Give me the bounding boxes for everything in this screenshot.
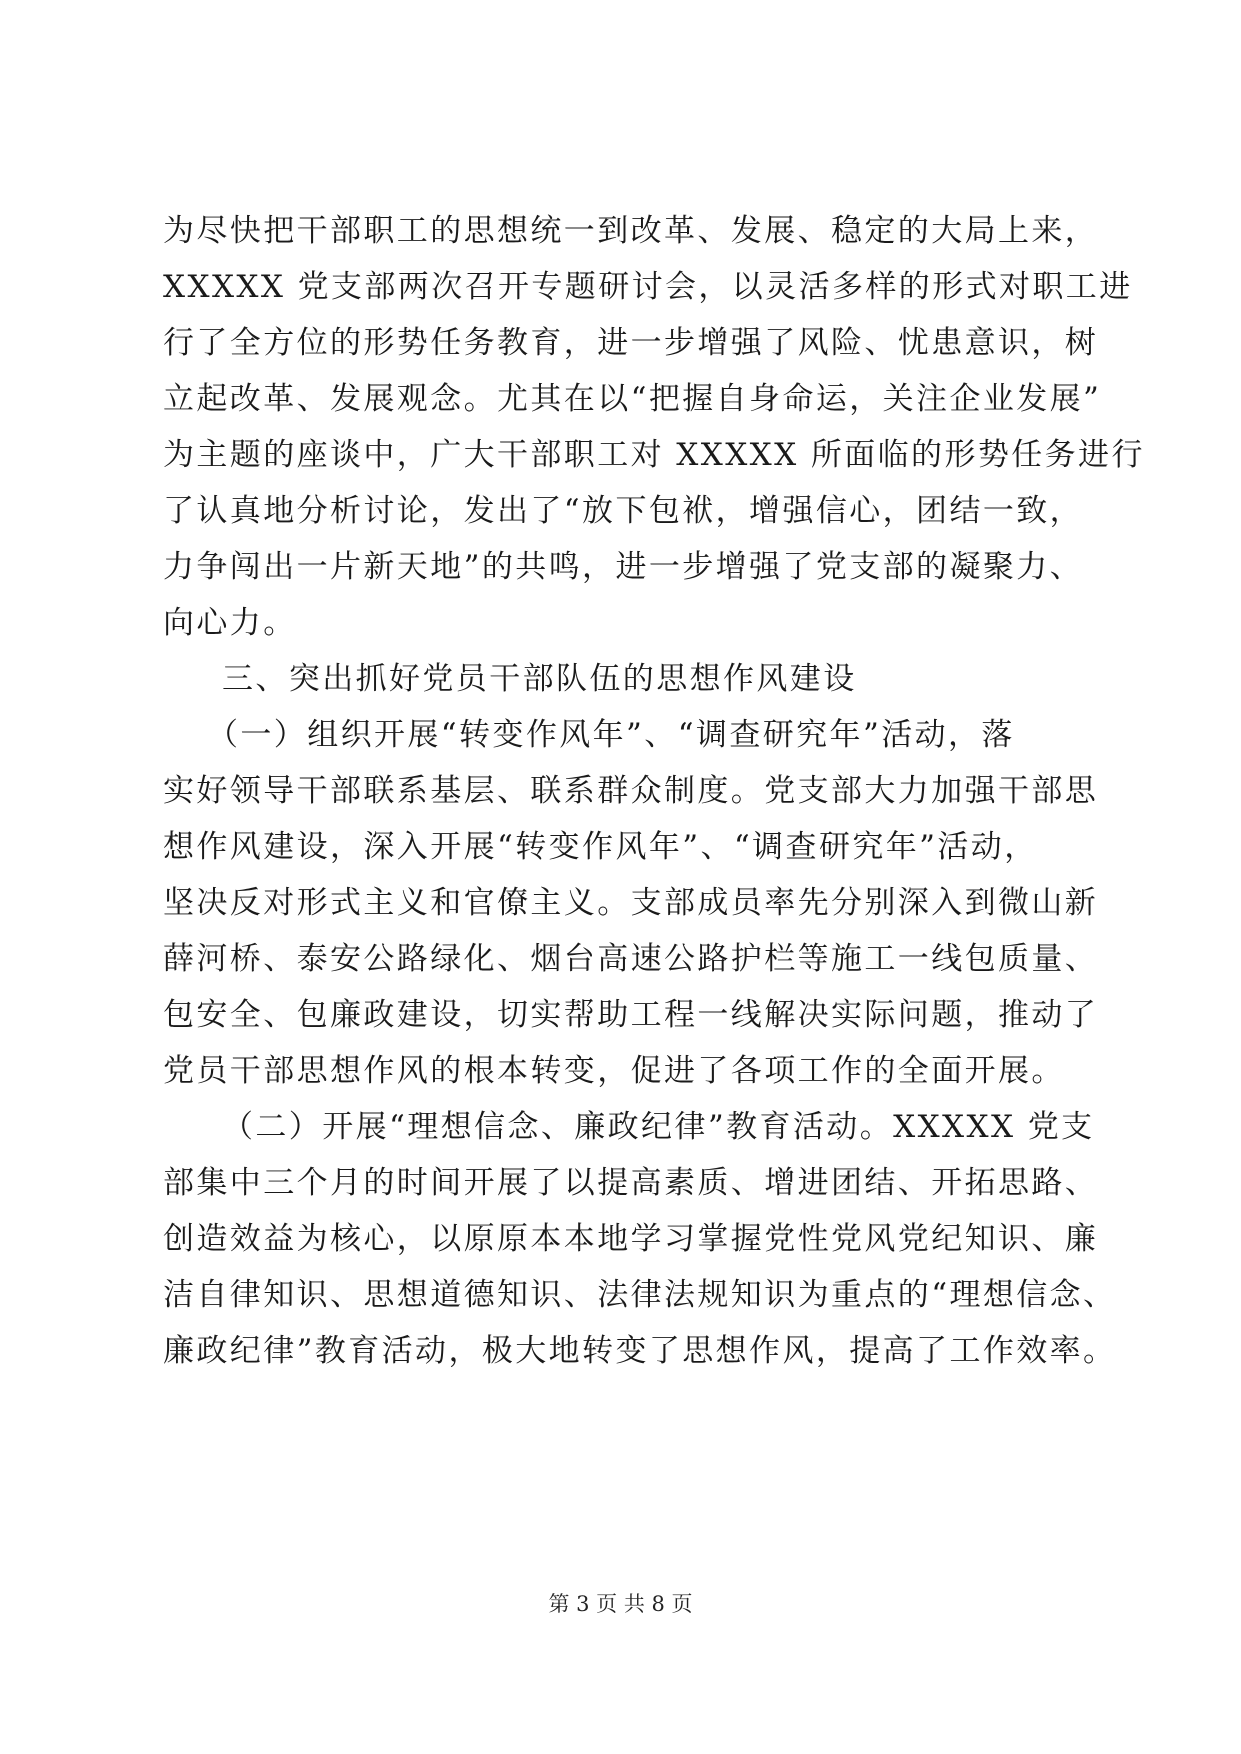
text-line: 立起改革、发展观念。尤其在以“把握自身命运，关注企业发展” (163, 381, 1102, 417)
text-line: 为尽快把干部职工的思想统一到改革、发展、稳定的大局上来， (163, 213, 1099, 249)
text-line: 薛河桥、泰安公路绿化、烟台高速公路护栏等施工一线包质量、 (163, 941, 1099, 977)
text-line: 坚决反对形式主义和官僚主义。支部成员率先分别深入到微山新 (163, 885, 1099, 921)
text-line: 想作风建设，深入开展“转变作风年”、“调查研究年”活动， (163, 829, 1038, 865)
text-line: 包安全、包廉政建设，切实帮助工程一线解决实际问题，推动了 (163, 997, 1099, 1033)
section-heading: 三、突出抓好党员干部队伍的思想作风建设 (222, 661, 857, 697)
text-line: 党员干部思想作风的根本转变，促进了各项工作的全面开展。 (163, 1053, 1065, 1089)
text-line: 部集中三个月的时间开展了以提高素质、增进团结、开拓思路、 (163, 1165, 1099, 1201)
text-line: 力争闯出一片新天地”的共鸣，进一步增强了党支部的凝聚力、 (163, 549, 1084, 585)
text-line: 为主题的座谈中，广大干部职工对 XXXXX 所面临的形势任务进行 (163, 437, 1145, 473)
text-line: 行了全方位的形势任务教育，进一步增强了风险、忧患意识，树 (163, 325, 1099, 361)
text-line: XXXXX 党支部两次召开专题研讨会，以灵活多样的形式对职工进 (163, 269, 1133, 305)
page-footer: 第 3 页 共 8 页 (548, 1592, 693, 1616)
text-line: 向心力。 (163, 605, 297, 641)
text-line: 洁自律知识、思想道德知识、法律法规知识为重点的“理想信念、 (163, 1277, 1117, 1313)
text-line: （一）组织开展“转变作风年”、“调查研究年”活动，落 (207, 717, 1015, 753)
text-line: （二）开展“理想信念、廉政纪律”教育活动。XXXXX 党支 (222, 1109, 1095, 1145)
text-line: 了认真地分析讨论，发出了“放下包袱，增强信心，团结一致， (163, 493, 1084, 529)
text-line: 实好领导干部联系基层、联系群众制度。党支部大力加强干部思 (163, 773, 1099, 809)
text-line: 廉政纪律”教育活动，极大地转变了思想作风，提高了工作效率。 (163, 1333, 1117, 1369)
text-line: 创造效益为核心，以原原本本地学习掌握党性党风党纪知识、廉 (163, 1221, 1099, 1257)
